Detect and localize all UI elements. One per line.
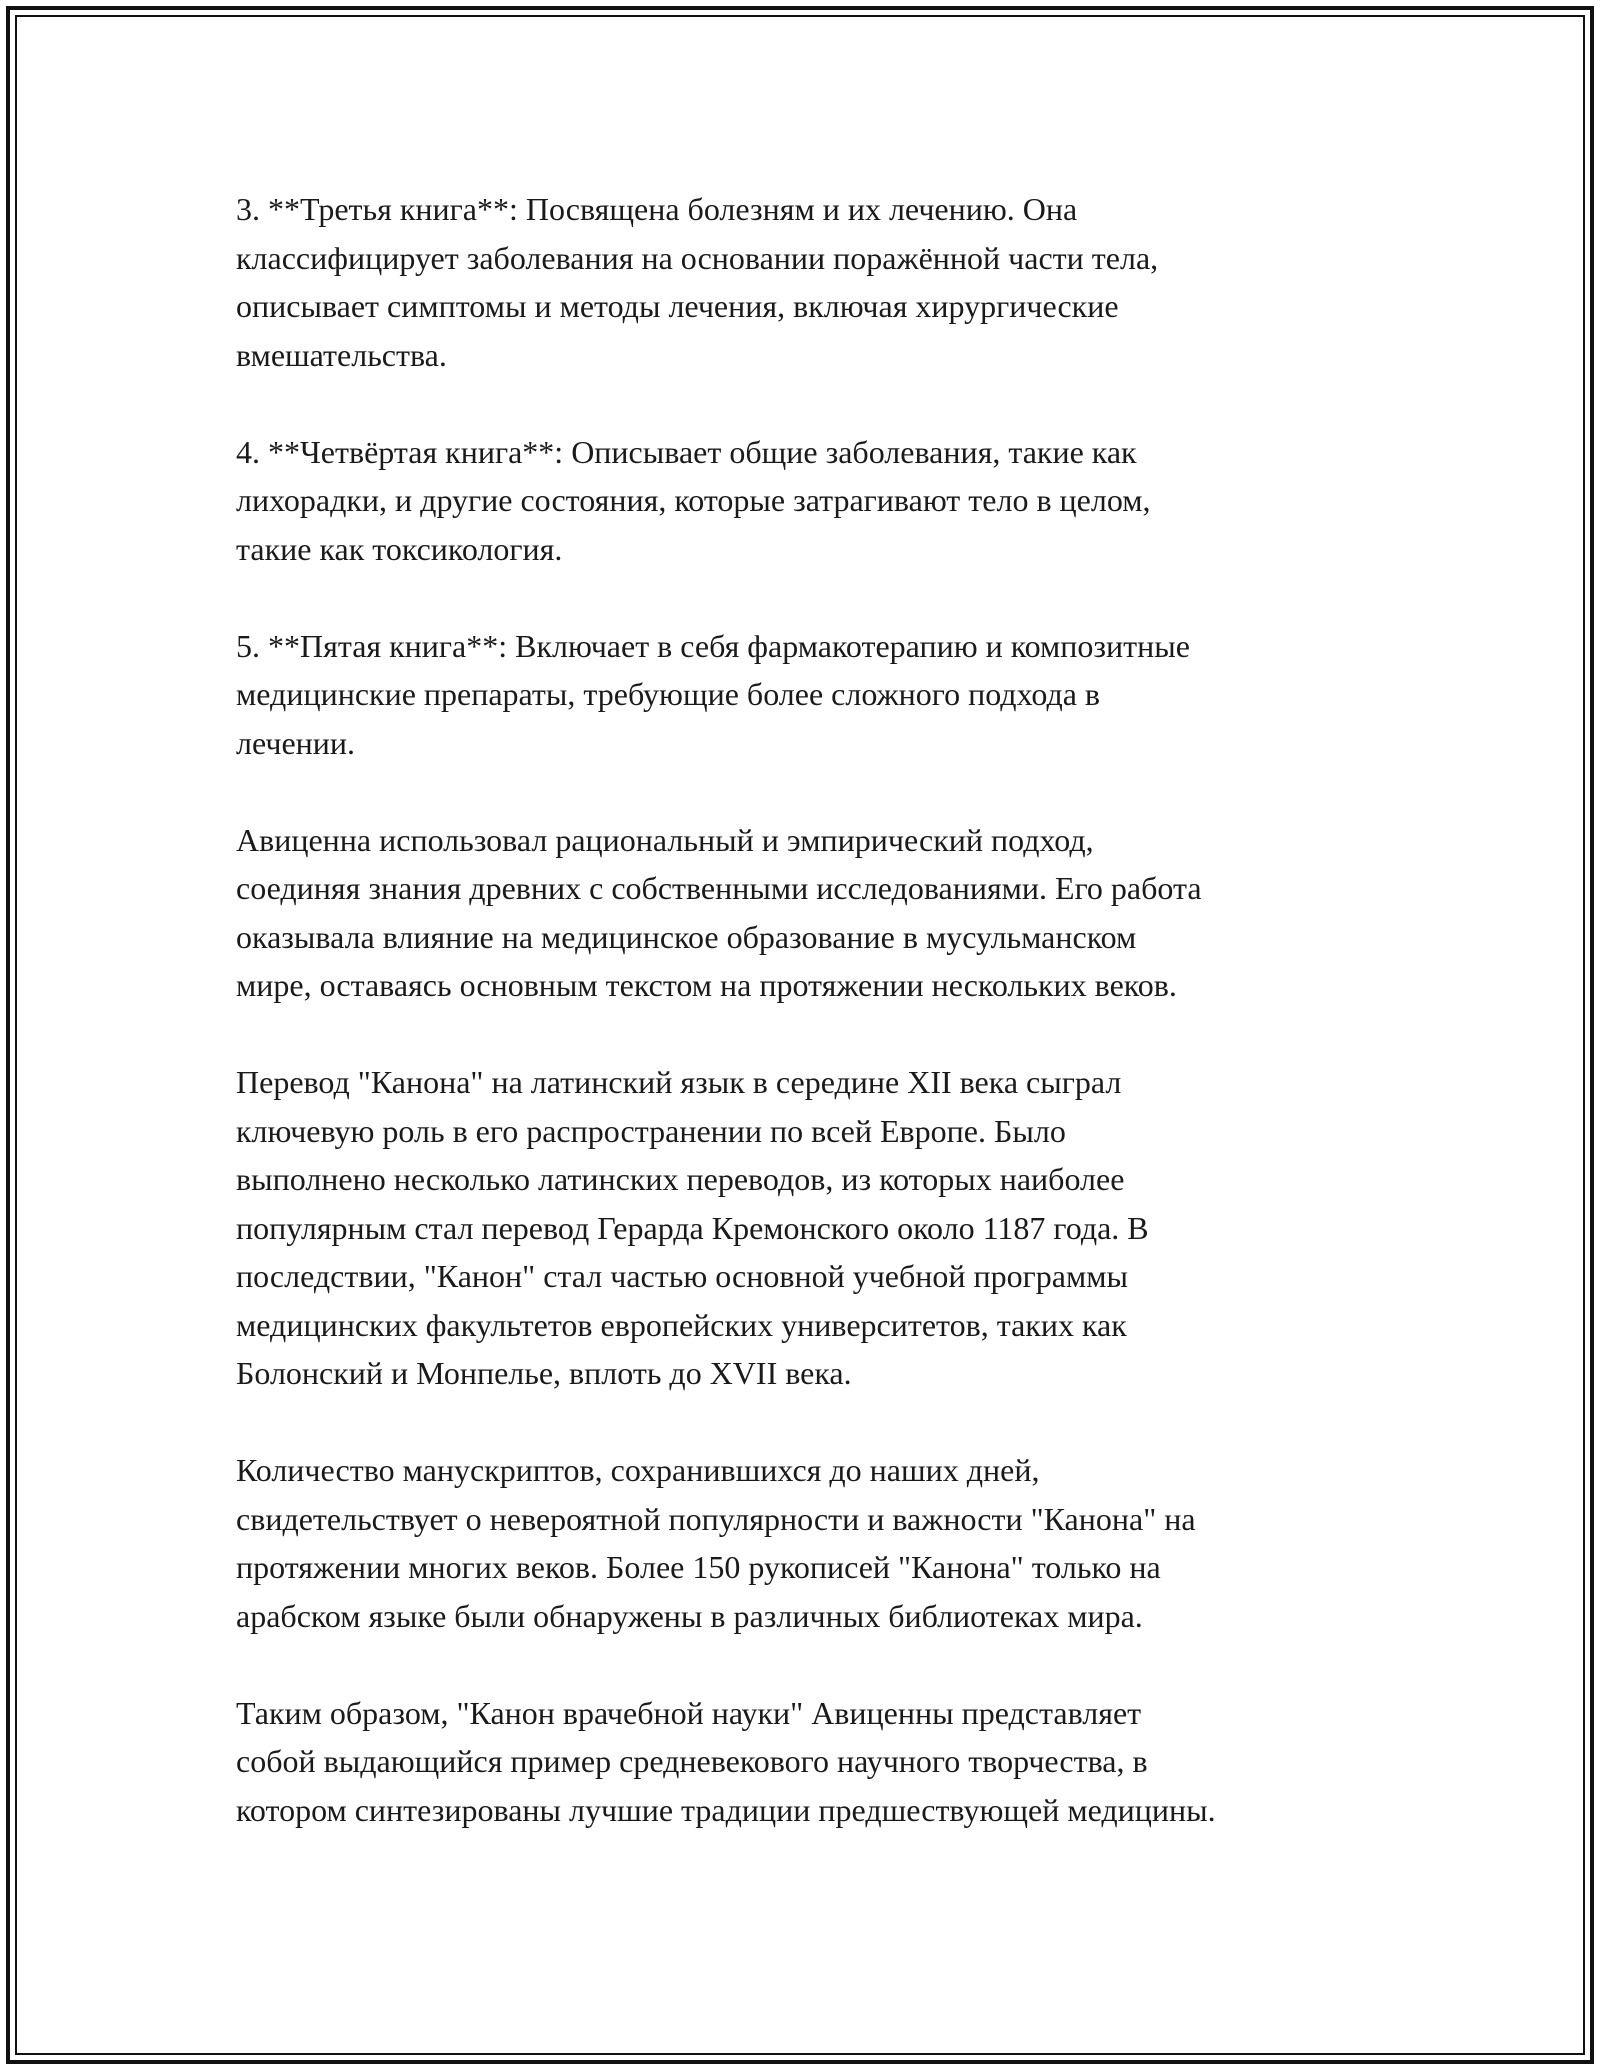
paragraph-avicenna-approach: Авиценна использовал рациональный и эмпирический подход, соединяя знания древних с собственными исследованиями. Его работа оказывала влияние на медицинское образование в мусульманском мире, оставаясь основным текстом на протяжении нескольких веков. bbox=[236, 821, 1202, 1003]
document-body bbox=[236, 185, 1396, 1834]
paragraph-manuscripts: Количество манускриптов, сохранившихся до наших дней, свидетельствует о невероятной популярности и важности "Канона" на протяжении многих веков. Более 150 рукописей "Канона" только на арабском языке были обнаружены в различных библиотеках мира. bbox=[236, 1452, 1196, 1634]
paragraph-third-book: 3. **Третья книга**: Посвящена болезням и их лечению. Она классифицирует заболевания на основании поражённой части тела, описывает симптомы и методы лечения, включая хирургические вмешательства. bbox=[236, 191, 1159, 373]
paragraph-fourth-book: 4. **Четвёртая книга**: Описывает общие заболевания, такие как лихорадки, и другие состояния, которые затрагивают тело в целом, такие как токсикология. bbox=[236, 433, 1151, 567]
paragraph-latin-translation: Перевод "Канона" на латинский язык в середине XII века сыграл ключевую роль в его распространении по всей Европе. Было выполнено несколько латинских переводов, из которых наиболее популярным стал перевод Герарда Кремонского около 1187 года. В последствии, "Канон" стал частью основной учебной программы медицинских факультетов европейских университетов, таких как Болонский и Монпелье, вплоть до XVII века. bbox=[236, 1064, 1149, 1391]
paragraph-conclusion: Таким образом, "Канон врачебной науки" Авиценны представляет собой выдающийся пример средневекового научного творчества, в котором синтезированы лучшие традиции предшествующей медицины. bbox=[236, 1694, 1216, 1828]
paragraph-fifth-book: 5. **Пятая книга**: Включает в себя фармакотерапию и композитные медицинские препараты, требующие более сложного подхода в лечении. bbox=[236, 627, 1190, 761]
